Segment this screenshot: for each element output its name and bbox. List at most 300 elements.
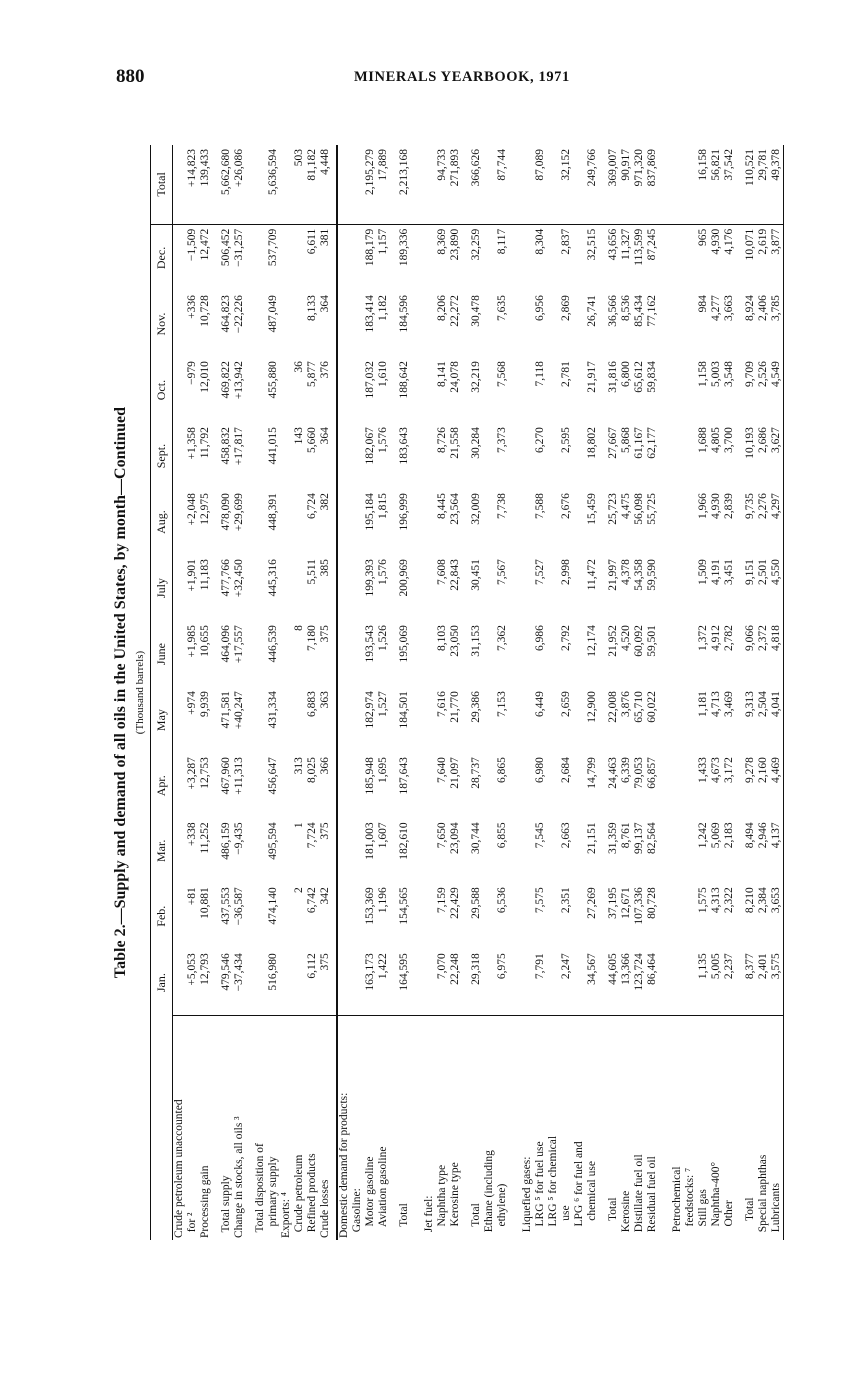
spacer-cell [659,555,671,621]
spacer-cell [599,621,607,687]
table-cell: 984 [697,295,709,313]
spacer-cell [390,423,398,489]
table-cell: 7,588 [534,493,546,519]
table-cell: 376 [319,361,331,379]
table-cell: 5,660 [306,427,318,453]
table-cell: −22,226 [233,295,245,334]
table-cell: +26,086 [233,145,246,224]
table-cell: 21,558 [449,427,461,459]
spacer-cell [462,291,470,357]
table-cell: 1,242 [697,822,709,849]
table-cell: 7,362 [496,625,508,651]
table-cell: 56,821 [710,145,723,224]
table-cell: 7,650 [436,822,448,849]
table-cell: +1,985 [186,625,198,658]
table-cell: 11,183 [199,559,211,591]
spacer-cell [212,949,220,1016]
table-cell: 10,881 [199,887,211,919]
table-cell: 474,140 [267,887,279,925]
table-cell: 1,610 [377,361,389,387]
table-cell: 9,151 [744,559,756,585]
table-cell: 187,643 [398,757,410,795]
table-cell: 189,336 [398,228,410,267]
spacer-row [411,145,423,1240]
table-cell: 4,930 [710,493,722,519]
table-row [483,145,509,1240]
spacer-cell [599,687,607,753]
table-cell: 375 [319,953,331,971]
spacer-cell [212,224,220,291]
table-cell: 2,792 [560,625,572,651]
table-cell: 36,566 [607,295,619,327]
table-cell: 458,832 [220,427,232,465]
table-cell: 8,103 [436,625,448,651]
table-cell: 6,980 [534,757,546,783]
table-cell [351,687,364,753]
row-label: Still gas [697,1016,710,1240]
table-row [633,145,646,1240]
table-row [319,145,332,1240]
rotated-table-block [112,145,792,1240]
table-cell: +32,450 [233,559,245,598]
table-cell: 5,005 [710,953,722,980]
table-cell: 6,270 [534,427,546,453]
table-cell: +2,048 [186,493,198,526]
spacer-cell [659,687,671,753]
table-cell: 381 [319,228,331,247]
table-cell: 94,733 [436,145,449,224]
table-cell: 456,647 [267,757,279,795]
table-cell: 25,723 [607,493,619,525]
spacer-cell [212,753,220,818]
table-cell: 22,008 [607,691,619,723]
row-label: Total [470,1016,483,1240]
table-cell: 1,509 [697,559,709,585]
spacer-cell [411,753,423,818]
table-cell: 3,877 [770,224,784,291]
table-cell: 1,607 [377,822,389,849]
spacer-cell [599,949,607,1016]
spacer-cell [212,1016,220,1240]
spacer-cell [509,949,521,1016]
table-cell [423,423,436,489]
table-cell: 2,676 [560,493,572,519]
table-cell: 49,378 [770,145,784,224]
table-cell: 87,089 [534,145,547,224]
table-cell: 503 [293,145,306,224]
spacer-cell [736,883,744,949]
table-cell: 431,334 [267,691,279,729]
spacer-cell [462,687,470,753]
table-cell [423,753,436,818]
table-cell [337,145,351,224]
table-cell: +17,817 [233,427,245,466]
column-header-jan: Jan. [151,949,173,1016]
table-cell: 59,501 [646,625,658,657]
table-body [173,145,784,1240]
table-cell [671,224,697,291]
table-row [470,145,483,1240]
spacer-cell [411,224,423,291]
table-cell: 1,422 [377,953,389,980]
table-cell: +336 [186,295,198,319]
table-cell: 21,770 [449,691,461,723]
table-cell: 1,526 [377,625,389,651]
table-cell [521,145,534,224]
table-cell: 375 [319,625,331,643]
spacer-cell [212,621,220,687]
table-cell: 8,304 [534,228,546,255]
table-cell [671,949,697,1016]
table-cell [280,753,293,818]
spacer-cell [390,818,398,883]
table-cell: 184,501 [398,691,410,729]
table-cell: 23,094 [449,822,461,855]
table-cell: 3,575 [770,949,784,1016]
spacer-cell [599,753,607,818]
table-cell: 5,868 [620,427,632,453]
spacer-cell [736,357,744,423]
table-row [423,145,436,1240]
row-label: Kerosine type [449,1016,462,1240]
table-cell: 199,393 [364,559,376,597]
table-cell: 6,855 [496,822,508,849]
table-cell: 7,567 [496,559,508,585]
table-cell: 10,193 [744,427,756,459]
table-cell: 5,636,594 [254,145,280,224]
table-cell: 6,956 [534,295,546,321]
spacer-row [462,145,470,1240]
table-cell: 7,616 [436,691,448,717]
row-label: Total disposition of primary supply [254,1016,280,1240]
table-cell: 113,599 [633,228,645,266]
table-cell: 183,643 [398,427,410,465]
spacer-cell [411,687,423,753]
table-cell [351,423,364,489]
table-cell: 2,351 [560,887,572,914]
table-cell: 2,160 [757,757,769,783]
table-cell: 2,619 [757,228,769,255]
table-cell: +974 [186,691,198,715]
table-cell [351,753,364,818]
table-cell [423,621,436,687]
table-cell: 7,738 [496,493,508,519]
table-cell: 3,172 [723,757,735,783]
table-cell [337,555,351,621]
row-label: Distillate fuel oil [633,1016,646,1240]
table-cell: 2,237 [723,953,735,980]
table-cell [280,224,293,291]
table-cell [671,883,697,949]
table-cell: 87,744 [483,145,509,224]
table-row [521,145,534,1240]
table-cell: 4,137 [770,818,784,883]
table-cell: 4,550 [770,555,784,621]
spacer-cell [659,883,671,949]
table-cell: 9,735 [744,493,756,519]
column-header-oct: Oct. [151,357,173,423]
table-cell: 8,369 [436,228,448,255]
table-cell: −36,587 [233,887,245,926]
table-cell: 9,313 [744,691,756,717]
table-row [377,145,390,1240]
table-cell: 54,358 [633,559,645,591]
table-cell: 8,494 [744,822,756,849]
table-cell: 6,883 [306,691,318,717]
table-cell: +17,557 [233,625,245,664]
table-cell: 464,823 [220,295,232,333]
table-cell: 43,656 [607,228,619,261]
column-header-may: May [151,687,173,753]
spacer-cell [736,423,744,489]
table-cell: 12,671 [620,887,632,919]
spacer-cell [462,753,470,818]
table-cell: 8,536 [620,295,632,321]
table-row [337,145,351,1240]
spacer-cell [509,357,521,423]
row-label: Exports: ⁴ [280,1016,293,1240]
table-row [173,145,200,1240]
table-row [620,145,633,1240]
row-label: Change in stocks, all oils ³ [233,1016,246,1240]
table-cell: 22,429 [449,887,461,919]
spacer-cell [736,753,744,818]
table-cell: 971,320 [633,145,646,224]
table-cell [337,949,351,1016]
table-cell: 30,284 [470,427,482,459]
table-cell: 29,386 [470,691,482,723]
table-cell: 8,761 [620,822,632,849]
spacer-cell [246,818,254,883]
table-cell: −9,435 [233,822,245,855]
table-cell: 36 [293,361,305,373]
spacer-cell [462,555,470,621]
table-cell: 12,975 [199,493,211,525]
table-cell: 12,174 [586,625,598,657]
table-cell: 22,272 [449,295,461,327]
table-cell: 185,948 [364,757,376,795]
row-label: Lubricants [770,1016,784,1240]
table-cell: +1,901 [186,559,198,592]
table-cell: 17,889 [377,145,390,224]
spacer-cell [212,489,220,555]
table-cell [521,555,534,621]
spacer-cell [246,753,254,818]
table-cell: 60,092 [633,625,645,657]
table-cell: 2,526 [757,361,769,387]
table-cell: 9,709 [744,361,756,387]
table-cell: 2,372 [757,625,769,651]
spacer-cell [509,687,521,753]
table-cell: 2,401 [757,953,769,980]
table-cell: 537,709 [267,228,279,267]
table-cell: 469,822 [220,361,232,399]
table-cell [521,291,534,357]
table-cell: 31,816 [607,361,619,393]
table-cell: 249,766 [573,145,599,224]
table-row [697,145,710,1240]
column-header-sept: Sept. [151,423,173,489]
table-cell: 110,521 [744,145,757,224]
column-header-mar: Mar. [151,818,173,883]
table-cell: 1,576 [377,427,389,453]
table-cell: 478,090 [220,493,232,531]
table-cell [423,291,436,357]
table-cell: 30,744 [470,822,482,855]
table-cell: 65,710 [633,691,645,723]
table-cell: 34,567 [586,953,598,985]
spacer-cell [390,224,398,291]
table-row [254,145,280,1240]
table-cell: 1,695 [377,757,389,783]
table-cell: 32,515 [586,228,598,261]
spacer-cell [659,621,671,687]
spacer-cell [509,818,521,883]
table-cell [337,291,351,357]
table-cell: 1,966 [697,493,709,519]
row-label: Crude losses [319,1016,332,1240]
table-cell: 18,802 [586,427,598,459]
spacer-cell [599,291,607,357]
table-cell: 6,339 [620,757,632,783]
spacer-cell [411,1016,423,1240]
row-label: Petrochemical feedstocks: ⁷ [671,1016,697,1240]
table-cell: 2,998 [560,559,572,585]
table-cell: 1,527 [377,691,389,717]
table-row [723,145,736,1240]
column-header-dec: Dec. [151,224,173,291]
spacer-cell [411,145,423,224]
table-cell [671,818,697,883]
spacer-cell [411,423,423,489]
table-cell: 85,434 [633,295,645,327]
row-label: Processing gain [199,1016,212,1240]
table-row [436,145,449,1240]
spacer-cell [509,555,521,621]
table-cell: 12,010 [199,361,211,393]
table-cell [671,357,697,423]
spacer-cell [509,883,521,949]
table-cell: 2,195,279 [364,145,377,224]
table-cell [280,489,293,555]
table-cell: 4,378 [620,559,632,585]
table-cell [423,357,436,423]
table-cell: 4,520 [620,625,632,651]
spacer-cell [212,357,220,423]
table-cell: 196,999 [398,493,410,531]
table-cell [351,224,364,291]
table-cell [351,291,364,357]
column-header-june: June [151,621,173,687]
table-cell: 1,135 [697,953,709,980]
table-cell [521,224,534,291]
table-cell [671,555,697,621]
table-cell [423,224,436,291]
table-cell: 2,247 [560,953,572,980]
table-cell: 7,608 [436,559,448,585]
table-cell: 27,667 [607,427,619,459]
table-cell: 31,359 [607,822,619,855]
table-cell [337,423,351,489]
table-cell [521,423,534,489]
row-label: Domestic demand for products: [337,1016,351,1240]
spacer-row [509,145,521,1240]
table-cell [671,687,697,753]
spacer-cell [736,818,744,883]
table-cell: 7,118 [534,361,546,387]
column-header-total: Total [151,145,173,224]
table-cell: 61,167 [633,427,645,459]
table-cell: 2,837 [560,228,572,255]
table-cell: 9,278 [744,757,756,783]
table-cell: 2,276 [757,493,769,519]
table-cell: 2,686 [757,427,769,453]
table-cell: +29,699 [233,493,245,532]
spacer-cell [246,489,254,555]
table-row [293,145,306,1240]
table-cell: 139,433 [199,145,212,224]
table-row [199,145,212,1240]
row-label: LPG ⁶ for fuel and chemical use [573,1016,599,1240]
spacer-cell [736,555,744,621]
spacer-cell [462,949,470,1016]
spacer-cell [246,687,254,753]
table-cell: 2,839 [723,493,735,519]
spacer-cell [390,357,398,423]
table-cell: 6,611 [306,228,318,255]
table-cell [351,555,364,621]
spacer-cell [246,949,254,1016]
table-cell: 4,549 [770,357,784,423]
row-label: Total [744,1016,757,1240]
table-cell: 2,869 [560,295,572,321]
table-cell: 4,176 [723,228,735,255]
table-cell [280,949,293,1016]
spacer-cell [736,291,744,357]
table-cell [351,883,364,949]
table-cell: 313 [293,757,305,775]
table-row [220,145,233,1240]
spacer-cell [246,291,254,357]
table-cell: 2,213,168 [398,145,411,224]
table-cell: 1,182 [377,295,389,321]
table-cell: 5,003 [710,361,722,387]
table-cell [521,883,534,949]
table-cell: 363 [319,691,331,709]
table-cell: 3,700 [723,427,735,453]
spacer-cell [509,224,521,291]
table-cell: 56,098 [633,493,645,525]
spacer-cell [246,357,254,423]
table-cell: 184,596 [398,295,410,333]
table-cell: 107,336 [633,887,645,925]
table-cell: 3,785 [770,291,784,357]
table-cell: 8,025 [306,757,318,783]
spacer-cell [212,145,220,224]
table-cell: 2,183 [723,822,735,849]
table-cell: 506,452 [220,228,232,267]
table-cell: 7,640 [436,757,448,783]
spacer-cell [411,621,423,687]
table-cell: 7,159 [436,887,448,914]
table-cell: 86,464 [646,953,658,985]
spacer-row [659,145,671,1240]
table-cell [423,818,436,883]
spacer-cell [462,145,470,224]
spacer-cell [212,423,220,489]
table-cell: 22,843 [449,559,461,591]
table-cell [337,753,351,818]
